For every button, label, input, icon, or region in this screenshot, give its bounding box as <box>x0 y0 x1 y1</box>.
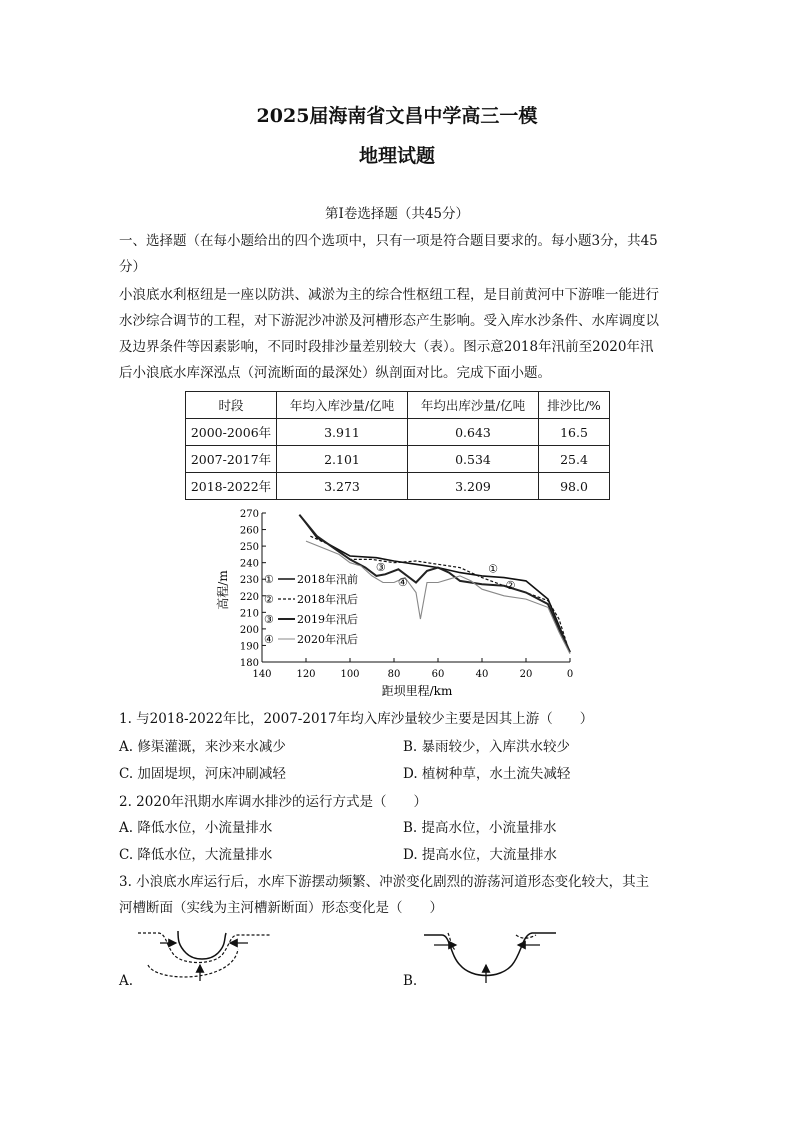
table-cell: 0.643 <box>408 419 539 446</box>
question-3-stem-line-1: 3. 小浪底水库运行后，水库下游摆动频繁、冲淤变化剧烈的游荡河道形态变化较大，其主 <box>119 874 650 890</box>
profile-chart <box>215 505 585 700</box>
y-tick-label: 270 <box>239 509 259 520</box>
table-header: 年均出库沙量/亿吨 <box>408 392 539 419</box>
exam-title: 2025届海南省文昌中学高三一模 <box>256 105 538 127</box>
table-header: 年均入库沙量/亿吨 <box>277 392 408 419</box>
legend-marker: ② <box>264 593 274 606</box>
table-cell: 3.209 <box>408 473 539 500</box>
new-section-line <box>424 933 556 976</box>
table-cell: 3.911 <box>277 419 408 446</box>
series-callout: ③ <box>375 560 386 574</box>
old-section-line <box>138 933 270 963</box>
x-tick-label: 20 <box>519 669 533 680</box>
table-row <box>186 446 610 473</box>
new-section-line <box>178 931 226 959</box>
question-3-option-a[interactable]: A. <box>119 973 134 989</box>
cross-section-a-diagram <box>138 925 273 985</box>
section-heading: 第Ⅰ卷选择题（共45分） <box>324 206 469 222</box>
legend-label: 2018年汛前 <box>297 573 358 586</box>
y-tick-label: 250 <box>239 542 259 554</box>
question-2-option-a[interactable]: A. 降低水位，小流量排水 <box>119 820 273 836</box>
table-cell: 2018-2022年 <box>186 473 277 500</box>
y-tick-label: 260 <box>239 525 259 537</box>
passage <box>119 282 679 386</box>
instructions-line-2: 分） <box>119 259 146 275</box>
legend-label: 2019年汛后 <box>297 613 358 626</box>
instructions <box>119 228 679 280</box>
y-tick-label: 200 <box>239 624 259 636</box>
legend-marker: ① <box>264 573 274 586</box>
table-cell: 2007-2017年 <box>186 446 277 473</box>
exam-subtitle: 地理试题 <box>358 145 435 167</box>
passage-line: 及边界条件等因素影响，不同时段排沙量差别较大（表）。图示意2018年汛前至2020年汛 <box>119 339 654 355</box>
question-3-option-b[interactable]: B. <box>403 973 418 989</box>
passage-line: 水沙综合调节的工程，对下游泥沙冲淤及河槽形态产生影响。受入库水沙条件、水库调度以 <box>119 313 659 329</box>
question-3-stem-line-2: 河槽断面（实线为主河槽新断面）形态变化是（ ） <box>119 900 443 916</box>
y-tick-label: 220 <box>239 591 259 603</box>
instructions-line-1: 一、选择题（在每小题给出的四个选项中，只有一项是符合题目要求的。每小题3分，共45 <box>119 233 658 249</box>
legend-marker: ④ <box>264 633 274 646</box>
cross-section-b-diagram <box>420 925 560 985</box>
x-tick-label: 140 <box>252 669 272 680</box>
question-1-stem: 1. 与2018-2022年比，2007-2017年均入库沙量较少主要是因其上游（ ） <box>119 711 594 727</box>
y-tick-label: 190 <box>239 641 259 653</box>
table-cell: 25.4 <box>539 446 610 473</box>
table-cell: 0.534 <box>408 446 539 473</box>
question-1-option-c[interactable]: C. 加固堤坝，河床冲刷减轻 <box>119 766 286 782</box>
table-cell: 98.0 <box>539 473 610 500</box>
table-row <box>186 473 610 500</box>
question-2-option-b[interactable]: B. 提高水位，小流量排水 <box>403 820 557 836</box>
x-tick-label: 0 <box>566 669 574 680</box>
question-1-option-b[interactable]: B. 暴雨较少，入库洪水较少 <box>403 739 571 755</box>
x-tick-label: 60 <box>431 669 445 680</box>
series-callout: ④ <box>397 575 408 589</box>
series-callout: ② <box>505 579 516 593</box>
question-2-stem: 2. 2020年汛期水库调水排沙的运行方式是（ ） <box>119 794 428 810</box>
x-tick-label: 40 <box>475 669 489 680</box>
chart-xlabel: 距坝里程/km <box>381 684 453 698</box>
table-cell: 16.5 <box>539 419 610 446</box>
passage-line: 后小浪底水库深泓点（河流断面的最深处）纵剖面对比。完成下面小题。 <box>119 365 551 381</box>
question-2-option-d[interactable]: D. 提高水位，大流量排水 <box>403 847 557 863</box>
legend-label: 2020年汛后 <box>297 633 358 646</box>
x-tick-label: 80 <box>387 669 401 680</box>
series-callout: ① <box>488 562 498 576</box>
y-tick-label: 230 <box>239 575 259 587</box>
x-tick-label: 100 <box>340 669 360 680</box>
passage-line: 小浪底水利枢纽是一座以防洪、减淤为主的综合性枢纽工程，是目前黄河中下游唯一能进行 <box>119 287 659 303</box>
table-cell: 2000-2006年 <box>186 419 277 446</box>
y-tick-label: 210 <box>239 608 259 620</box>
chart-ylabel: 高程/m <box>216 570 230 610</box>
table-cell: 3.273 <box>277 473 408 500</box>
y-tick-label: 180 <box>239 658 259 669</box>
legend-label: 2018年汛后 <box>297 593 358 606</box>
question-1-option-d[interactable]: D. 植树种草，水土流失减轻 <box>403 766 571 782</box>
table-header-row <box>186 392 610 419</box>
table-header: 时段 <box>186 392 277 419</box>
sediment-table <box>185 391 610 500</box>
y-tick-label: 240 <box>239 558 259 570</box>
legend-marker: ③ <box>264 613 274 626</box>
x-tick-label: 120 <box>296 669 316 680</box>
question-2-option-c[interactable]: C. 降低水位，大流量排水 <box>119 847 273 863</box>
question-1-option-a[interactable]: A. 修渠灌溉，来沙来水减少 <box>119 739 286 755</box>
table-header: 排沙比/% <box>539 392 610 419</box>
table-row <box>186 419 610 446</box>
scour-line <box>148 949 238 977</box>
table-cell: 2.101 <box>277 446 408 473</box>
